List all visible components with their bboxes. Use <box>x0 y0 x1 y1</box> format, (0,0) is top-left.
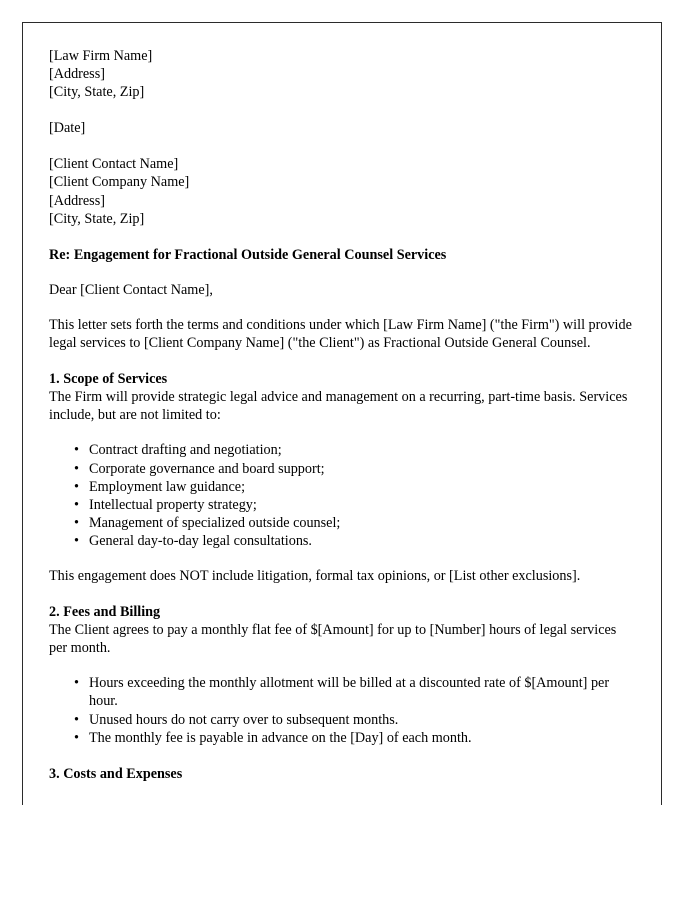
sender-city-state-zip: [City, State, Zip] <box>49 84 145 101</box>
spacer-after-date <box>49 137 635 155</box>
recipient-address-block <box>49 155 635 227</box>
recipient-company-name: [Client Company Name] <box>49 174 190 191</box>
list-item: • Management of specialized outside counsel; <box>49 514 635 532</box>
recipient-city-state-zip: [City, State, Zip] <box>49 210 145 227</box>
date-line: [Date] <box>49 120 86 137</box>
list-item: • General day-to-day legal consultations. <box>49 532 635 550</box>
list-item: • Intellectual property strategy; <box>49 496 635 514</box>
list-item: • Unused hours do not carry over to subsequent months. <box>49 711 635 729</box>
spacer-after-sender <box>49 101 635 119</box>
sender-address-block <box>49 47 635 101</box>
section-heading-scope-of-services: 1. Scope of Services <box>49 371 168 388</box>
list-item: • Hours exceeding the monthly allotment will be billed at a discounted rate of $[Amount] per hour. <box>49 674 635 710</box>
list-item: • Corporate governance and board support; <box>49 460 635 478</box>
scope-exclusions-paragraph: This engagement does NOT include litigation, formal tax opinions, or [List other exclusions]. <box>49 567 581 584</box>
sender-firm-name: [Law Firm Name] <box>49 48 153 64</box>
recipient-address: [Address] <box>49 192 105 209</box>
intro-paragraph: This letter sets forth the terms and conditions under which [Law Firm Name] ("the Firm") will provide legal services to [Client Company Name] ("the Client") as Fractional Outside General Counsel. <box>49 316 632 352</box>
list-item: • Employment law guidance; <box>49 478 635 496</box>
section-body-scope-of-services: The Firm will provide strategic legal advice and management on a recurring, part-time basis. Services include, but are not limited to: <box>49 389 628 424</box>
scope-of-services-bullet-list <box>49 424 635 550</box>
list-item: • The monthly fee is payable in advance on the [Day] of each month. <box>49 729 635 747</box>
date-block <box>49 119 635 137</box>
sender-address: [Address] <box>49 66 105 83</box>
section-heading-fees-and-billing: 2. Fees and Billing <box>49 604 161 621</box>
document-page <box>22 22 662 805</box>
section-heading-costs-and-expenses: 3. Costs and Expenses <box>49 765 183 782</box>
fees-and-billing-bullet-list <box>49 657 635 746</box>
document-content <box>23 23 661 783</box>
salutation-line: Dear [Client Contact Name], <box>49 281 213 298</box>
subject-line: Re: Engagement for Fractional Outside General Counsel Services <box>49 246 447 263</box>
list-item: • Contract drafting and negotiation; <box>49 441 635 459</box>
section-body-fees-and-billing: The Client agrees to pay a monthly flat fee of $[Amount] for up to [Number] hours of legal services per month. <box>49 622 617 657</box>
recipient-contact-name: [Client Contact Name] <box>49 156 179 173</box>
